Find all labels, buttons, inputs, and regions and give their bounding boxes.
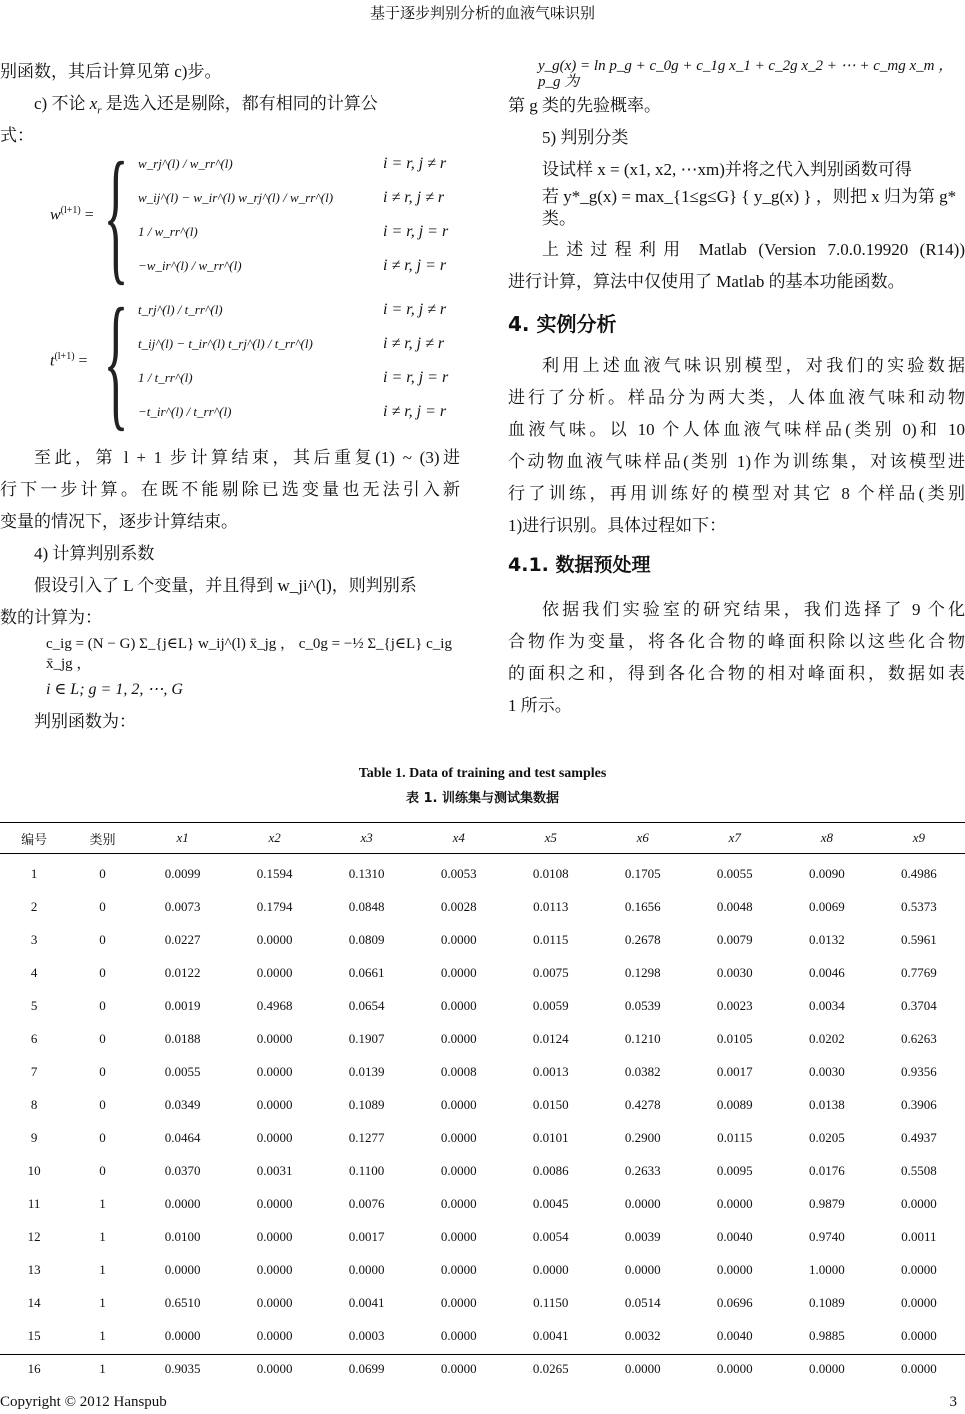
case-row — [138, 327, 448, 361]
table-cell: 0.0041 — [532, 1327, 569, 1343]
table-cell: 0.1089 — [808, 1294, 845, 1310]
table-cell: 0.0041 — [348, 1294, 385, 1310]
table-cell: 0.0089 — [716, 1096, 753, 1112]
table-cell: 0.0101 — [532, 1129, 569, 1145]
table-cell: 0.0113 — [533, 898, 569, 914]
table-row — [0, 854, 965, 891]
table-cell: 0.1100 — [349, 1162, 385, 1178]
column-header: 编号 — [21, 831, 48, 847]
table-cell: 0.1310 — [348, 865, 385, 881]
table-cell: 0.0000 — [440, 1327, 477, 1343]
table-row — [0, 1055, 965, 1088]
table-cell: 0.4278 — [624, 1096, 661, 1112]
table-cell: 16 — [27, 1360, 41, 1376]
table-cell: 0.0000 — [440, 1360, 477, 1376]
case-row — [138, 293, 448, 327]
table-cell: 0.0059 — [532, 997, 569, 1013]
left-column-lower — [0, 442, 460, 738]
table-cell: 0.5508 — [901, 1162, 937, 1178]
table-cell: 0.0000 — [440, 1129, 477, 1145]
case-expression: −w_ir^(l) / w_rr^(l) — [138, 258, 242, 273]
discriminant-function: y_g(x) = ln p_g + c_0g + c_1g x_1 + c_2g x_2 + ⋯ + c_mg x_m ，p_g 为 — [538, 58, 954, 90]
table-cell: 0.0000 — [256, 1030, 293, 1046]
table-cell: 0.9356 — [901, 1063, 937, 1079]
case-condition: i ≠ r, j = r — [383, 403, 447, 420]
paragraph-line: 血液气味。以 10 个人体血液气味样品(类别 0)和 10 — [508, 420, 965, 439]
paragraph-line: 的面积之和，得到各化合物的相对峰面积，数据如表 — [508, 664, 965, 683]
table-cell: 0.0040 — [716, 1228, 753, 1244]
table-cell: 0 — [99, 997, 106, 1013]
table-cell: 0.0696 — [716, 1294, 753, 1310]
paragraph-line: 利用上述血液气味识别模型，对我们的实验数据 — [542, 356, 965, 375]
table-cell: 0.1594 — [256, 865, 293, 881]
table-cell: 1 — [99, 1327, 106, 1343]
table-cell: 0.1298 — [624, 964, 661, 980]
var-sub: r — [97, 104, 102, 117]
table-cell: 8 — [30, 1096, 38, 1112]
table-cell: 0.0000 — [348, 1261, 385, 1277]
paragraph — [0, 88, 460, 120]
case-condition: i = r, j ≠ r — [383, 301, 447, 318]
table-cell: 0.0000 — [164, 1195, 201, 1211]
paragraph-line: 依据我们实验室的研究结果，我们选择了 9 个化 — [542, 600, 965, 619]
table-cell: 0.0382 — [624, 1063, 661, 1079]
table-cell: 1 — [99, 1228, 106, 1244]
table-cell: 0.0000 — [624, 1261, 661, 1277]
table-cell: 0.1210 — [624, 1030, 661, 1046]
table-cell: 0.5373 — [901, 898, 937, 914]
case-row — [138, 395, 448, 429]
table-cell: 0.7769 — [901, 964, 937, 980]
table-cell: 11 — [27, 1195, 41, 1211]
table-cell: 0.0008 — [440, 1063, 477, 1079]
table-cell: 0.0188 — [164, 1030, 201, 1046]
case-condition: i ≠ r, j = r — [383, 257, 447, 274]
table-cell: 0.0099 — [164, 865, 201, 881]
paragraph-line: 1 所示。 — [508, 696, 572, 715]
table-cell: 0.4968 — [256, 997, 293, 1013]
table-cell: 0.0003 — [348, 1327, 385, 1343]
case-condition: i = r, j = r — [383, 369, 449, 386]
table-cell: 0.0000 — [440, 1294, 477, 1310]
table-cell: 0.0017 — [716, 1063, 753, 1079]
table-cell: 0.0000 — [440, 1261, 477, 1277]
table-cell: 0 — [99, 1162, 106, 1178]
table-header-row — [0, 823, 965, 854]
table-cell: 0.0464 — [164, 1129, 201, 1145]
table-cell: 0.0048 — [716, 898, 753, 914]
t-lhs: $t^{(l+1)}$ = — [50, 351, 88, 370]
table-cell: 0.0000 — [164, 1327, 201, 1343]
case-row — [138, 181, 448, 215]
w-lhs: $w^{(l+1)}$ = — [50, 205, 94, 224]
t-cases — [138, 293, 448, 429]
table-cell: 0.0000 — [624, 1360, 661, 1376]
table-cell: 0.1794 — [256, 898, 293, 914]
table-cell: 0.9740 — [808, 1228, 845, 1244]
table-cell: 0.0105 — [716, 1030, 753, 1046]
table-cell: 0.0000 — [256, 931, 293, 947]
table-row — [0, 890, 965, 923]
step-heading: 4) 计算判别系数 — [34, 544, 155, 563]
case-row — [138, 215, 448, 249]
t-update-formula — [50, 278, 449, 444]
table-cell: 0.0039 — [624, 1228, 661, 1244]
table-cell: 0.0000 — [440, 1096, 477, 1112]
table-cell: 12 — [27, 1228, 41, 1244]
paragraph-line: 数的计算为： — [0, 608, 102, 627]
table-cell: 1 — [30, 865, 38, 881]
table-row — [0, 1352, 965, 1385]
table-cell: 0.9035 — [164, 1360, 201, 1376]
copyright: Copyright © 2012 Hanspub — [0, 1394, 167, 1410]
table-cell: 4 — [30, 964, 38, 980]
table-cell: 0.0000 — [256, 1327, 293, 1343]
case-expression: t_ij^(l) − t_ir^(l) t_rj^(l) / t_rr^(l) — [138, 336, 313, 351]
table-cell: 0 — [99, 1129, 106, 1145]
table-row — [0, 1187, 965, 1220]
table-cell: 0.0045 — [532, 1195, 569, 1211]
column-header: x8 — [820, 830, 833, 845]
table-row — [0, 989, 965, 1022]
table-cell: 0.2633 — [624, 1162, 661, 1178]
table-cell: 0.0108 — [532, 865, 569, 881]
table-cell: 0.0000 — [716, 1195, 753, 1211]
table-cell: 0.1150 — [533, 1294, 569, 1310]
index-formula: i ∈ L; g = 1, 2, ⋯, G — [46, 681, 183, 698]
table-cell: 1.0000 — [808, 1261, 845, 1277]
table-cell: 0.0514 — [624, 1294, 661, 1310]
case-row — [138, 361, 448, 395]
section-heading: 4. 实例分析 — [508, 312, 617, 336]
case-condition: i = r, j ≠ r — [383, 155, 447, 172]
column-header: x6 — [636, 830, 649, 845]
text: 是选入还是剔除，都有相同的计算公 — [101, 94, 378, 113]
paragraph: 式： — [0, 126, 34, 145]
table-cell: 2 — [30, 898, 38, 914]
table-cell: 0 — [99, 865, 106, 881]
w-cases — [138, 147, 448, 283]
table-cell: 0.2678 — [624, 931, 661, 947]
table-cell: 0.1656 — [624, 898, 661, 914]
table-cell: 0.0176 — [808, 1162, 845, 1178]
brace: { — [103, 132, 129, 298]
column-header: x7 — [728, 830, 741, 845]
table-cell: 0.0000 — [256, 1129, 293, 1145]
column-header: x5 — [544, 830, 557, 845]
step-heading: 5) 判别分类 — [542, 128, 629, 147]
paragraph-line: 至此，第 l + 1 步计算结束，其后重复(1) ~ (3)进 — [34, 448, 460, 467]
column-header: x3 — [360, 830, 373, 845]
table-cell: 0.0028 — [440, 898, 477, 914]
column-header: x9 — [912, 830, 926, 845]
table-cell: 3 — [30, 931, 38, 947]
table-cell: 0 — [99, 1030, 106, 1046]
table-cell: 0.6263 — [901, 1030, 937, 1046]
table-cell: 0.0011 — [901, 1228, 937, 1244]
table-cell: 1 — [99, 1294, 106, 1310]
table-cell: 0.0000 — [440, 964, 477, 980]
table-cell: 0.0069 — [808, 898, 845, 914]
table-row — [0, 1154, 965, 1187]
table-cell: 0.0000 — [624, 1195, 661, 1211]
column-header: x1 — [176, 830, 189, 845]
paragraph-line: 进行了分析。样品分为两大类，人体血液气味和动物 — [508, 388, 965, 407]
table-cell: 0.0000 — [532, 1261, 569, 1277]
case-row — [138, 249, 448, 283]
table-cell: 0.0539 — [624, 997, 661, 1013]
table-cell: 1 — [99, 1195, 106, 1211]
table-cell: 0.0000 — [440, 1162, 477, 1178]
brace: { — [103, 278, 129, 444]
table-cell: 0.0034 — [808, 997, 845, 1013]
table-cell: 0.0000 — [901, 1294, 937, 1310]
table-cell: 13 — [27, 1261, 41, 1277]
right-column — [508, 58, 965, 722]
classification-rule: 若 y*_g(x) = max_{1≤g≤G} { y_g(x) } ，则把 x 归为第 g*类。 — [542, 187, 957, 228]
table-cell: 0.0100 — [164, 1228, 201, 1244]
paragraph-line: 上述过程利用 Matlab (Version 7.0.0.19920 (R14)) — [542, 240, 965, 259]
table-cell: 0.0139 — [348, 1063, 385, 1079]
table-cell: 0.1089 — [348, 1096, 385, 1112]
paragraph-line: 行下一步计算。在既不能剔除已选变量也无法引入新 — [0, 480, 460, 499]
table-cell: 0.0000 — [440, 997, 477, 1013]
table-cell: 0.0000 — [256, 1195, 293, 1211]
paragraph-line: 判别函数为： — [34, 712, 136, 731]
table-cell: 9 — [30, 1129, 38, 1145]
table-cell: 0.0349 — [164, 1096, 201, 1112]
column-header: x4 — [452, 830, 465, 845]
table-cell: 0.0000 — [256, 964, 293, 980]
table-body — [0, 854, 965, 1386]
table-cell: 0.0115 — [717, 1129, 753, 1145]
table-cell: 0.0030 — [716, 964, 753, 980]
table-cell: 0.0000 — [256, 1228, 293, 1244]
case-expression: t_rj^(l) / t_rr^(l) — [138, 302, 223, 317]
table-cell: 0.0053 — [440, 865, 477, 881]
table-cell: 0.0000 — [901, 1195, 937, 1211]
w-update-formula — [50, 132, 449, 298]
table-cell: 0.0122 — [164, 964, 201, 980]
table-cell: 0.0000 — [808, 1360, 845, 1376]
paragraph: 别函数，其后计算见第 c)步。 — [0, 62, 222, 81]
table-cell: 0.0150 — [532, 1096, 569, 1112]
table-cell: 0.0079 — [716, 931, 753, 947]
table-cell: 0.0809 — [348, 931, 385, 947]
case-condition: i = r, j = r — [383, 223, 449, 240]
table-cell: 0 — [99, 931, 106, 947]
table-cell: 0.0848 — [348, 898, 385, 914]
table-cell: 0.0095 — [716, 1162, 753, 1178]
table-cell: 0.4986 — [901, 865, 937, 881]
case-row — [138, 147, 448, 181]
table-cell: 0.6510 — [164, 1294, 201, 1310]
paragraph-line: 合物作为变量，将各化合物的峰面积除以这些化合物 — [508, 632, 965, 651]
table-cell: 0.0000 — [256, 1294, 293, 1310]
table-cell: 0.0370 — [164, 1162, 201, 1178]
table-cell: 0.0661 — [348, 964, 385, 980]
table-cell: 0.0017 — [348, 1228, 385, 1244]
table-cell: 0.0000 — [256, 1360, 293, 1376]
paragraph-line: 1)进行识别。具体过程如下： — [508, 516, 727, 535]
table-cell: 0.1705 — [624, 865, 661, 881]
table-row — [0, 1286, 965, 1319]
table-cell: 5 — [30, 997, 38, 1013]
paragraph-line: 个动物血液气味样品(类别 1)作为训练集，对该模型进 — [508, 452, 965, 471]
table-cell: 0.0030 — [808, 1063, 845, 1079]
table-cell: 0.0124 — [532, 1030, 569, 1046]
table-cell: 1 — [99, 1261, 106, 1277]
text: c) 不论 — [34, 94, 90, 113]
table-cell: 0.5961 — [901, 931, 937, 947]
table-row — [0, 923, 965, 956]
paragraph-line: 假设引入了 L 个变量，并且得到 w_ji^(l)，则判别系 — [34, 576, 417, 595]
coefficient-formula: c_ig = (N − G) Σ_{j∈L} w_ij^(l) x̄_jg ， c_0g = −½ Σ_{j∈L} c_ig x̄_jg ， — [46, 636, 452, 672]
table-cell: 0.0000 — [256, 1063, 293, 1079]
table-cell: 10 — [27, 1162, 41, 1178]
case-expression: w_rj^(l) / w_rr^(l) — [138, 156, 233, 171]
table-cell: 0.0138 — [808, 1096, 845, 1112]
left-column — [0, 56, 460, 152]
case-condition: i ≠ r, j ≠ r — [383, 335, 445, 352]
paragraph-line: 第 g 类的先验概率。 — [508, 96, 661, 115]
table-cell: 0.0031 — [256, 1162, 293, 1178]
table-bottom-rule — [0, 1354, 965, 1355]
table-cell: 0.1277 — [348, 1129, 385, 1145]
case-condition: i ≠ r, j ≠ r — [383, 189, 445, 206]
table-cell: 0.0202 — [808, 1030, 845, 1046]
table-caption-en: Table 1. Data of training and test samples — [358, 766, 607, 781]
case-expression: 1 / w_rr^(l) — [138, 224, 198, 239]
table-cell: 1 — [99, 1360, 106, 1376]
table-cell: 0 — [99, 964, 106, 980]
table-cell: 0.0265 — [532, 1360, 569, 1376]
table-cell: 0.0055 — [716, 865, 753, 881]
running-header: 基于逐步判别分析的血液气味识别 — [369, 6, 595, 22]
table-cell: 0.0000 — [901, 1360, 937, 1376]
table-cell: 0.0205 — [808, 1129, 845, 1145]
table-cell: 14 — [27, 1294, 41, 1310]
table-cell: 0.0000 — [440, 1228, 477, 1244]
paragraph-line: 进行计算，算法中仅使用了 Matlab 的基本功能函数。 — [508, 272, 905, 291]
table-cell: 0.0075 — [532, 964, 569, 980]
table-cell: 0 — [99, 1096, 106, 1112]
page-number: 3 — [949, 1394, 957, 1410]
table-cell: 0.4937 — [901, 1129, 937, 1145]
table-cell: 0.0054 — [532, 1228, 569, 1244]
table-row — [0, 1121, 965, 1154]
table-cell: 0.9879 — [808, 1195, 845, 1211]
table-cell: 0.0000 — [256, 1261, 293, 1277]
table-row — [0, 1253, 965, 1286]
paragraph-line: 变量的情况下，逐步计算结束。 — [0, 512, 238, 531]
table-cell: 0.0076 — [348, 1195, 385, 1211]
table-cell: 0.0046 — [808, 964, 845, 980]
table-cell: 0.0013 — [532, 1063, 569, 1079]
subsection-heading: 4.1. 数据预处理 — [508, 554, 651, 576]
var: x — [89, 94, 98, 113]
table-cell: 0 — [99, 1063, 106, 1079]
column-header: x2 — [268, 830, 281, 845]
table-cell: 0.0000 — [716, 1261, 753, 1277]
table-cell: 0.2900 — [624, 1129, 661, 1145]
table-cell: 0.0090 — [808, 865, 845, 881]
table-cell: 0.0699 — [348, 1360, 385, 1376]
table-cell: 0.0000 — [440, 931, 477, 947]
table-cell: 0.0073 — [164, 898, 201, 914]
table-cell: 0.0000 — [164, 1261, 201, 1277]
table-cell: 0.0000 — [716, 1360, 753, 1376]
case-expression: 1 / t_rr^(l) — [138, 370, 193, 385]
table-cell: 0.0019 — [164, 997, 201, 1013]
table-cell: 0.0132 — [808, 931, 845, 947]
table-cell: 0.0023 — [716, 997, 753, 1013]
table-cell: 0.0115 — [533, 931, 569, 947]
table-cell: 0.0000 — [901, 1327, 937, 1343]
table-row — [0, 956, 965, 989]
table-cell: 0.0000 — [440, 1030, 477, 1046]
table-row — [0, 1022, 965, 1055]
table-cell: 0.1907 — [348, 1030, 385, 1046]
table-cell: 7 — [30, 1063, 38, 1079]
table-cell: 0.0000 — [440, 1195, 477, 1211]
case-expression: w_ij^(l) − w_ir^(l) w_rj^(l) / w_rr^(l) — [138, 190, 334, 205]
table-cell: 0.3704 — [901, 997, 937, 1013]
table-cell: 0.0654 — [348, 997, 385, 1013]
table-row — [0, 1319, 965, 1352]
table-cell: 0.3906 — [901, 1096, 937, 1112]
table-cell: 0.0000 — [256, 1096, 293, 1112]
table-row — [0, 1088, 965, 1121]
table-cell: 0.0040 — [716, 1327, 753, 1343]
table-cell: 0.0055 — [164, 1063, 201, 1079]
table-caption-zh: 表 1. 训练集与测试集数据 — [405, 791, 560, 806]
paragraph-line: 设试样 x = (x1, x2, ⋯xm)并将之代入判别函数可得 — [542, 160, 912, 179]
table-cell: 0.9885 — [808, 1327, 845, 1343]
case-expression: −t_ir^(l) / t_rr^(l) — [138, 404, 232, 419]
table-cell: 0.0227 — [164, 931, 201, 947]
table-cell: 6 — [30, 1030, 38, 1046]
data-table — [0, 822, 965, 1385]
table-cell: 0.0032 — [624, 1327, 661, 1343]
table-cell: 0 — [99, 898, 106, 914]
table-cell: 15 — [27, 1327, 41, 1343]
paragraph-line: 行了训练，再用训练好的模型对其它 8 个样品(类别 — [508, 484, 965, 503]
table-cell: 0.0000 — [901, 1261, 937, 1277]
table-cell: 0.0086 — [532, 1162, 569, 1178]
table-row — [0, 1220, 965, 1253]
column-header: 类别 — [89, 831, 116, 847]
